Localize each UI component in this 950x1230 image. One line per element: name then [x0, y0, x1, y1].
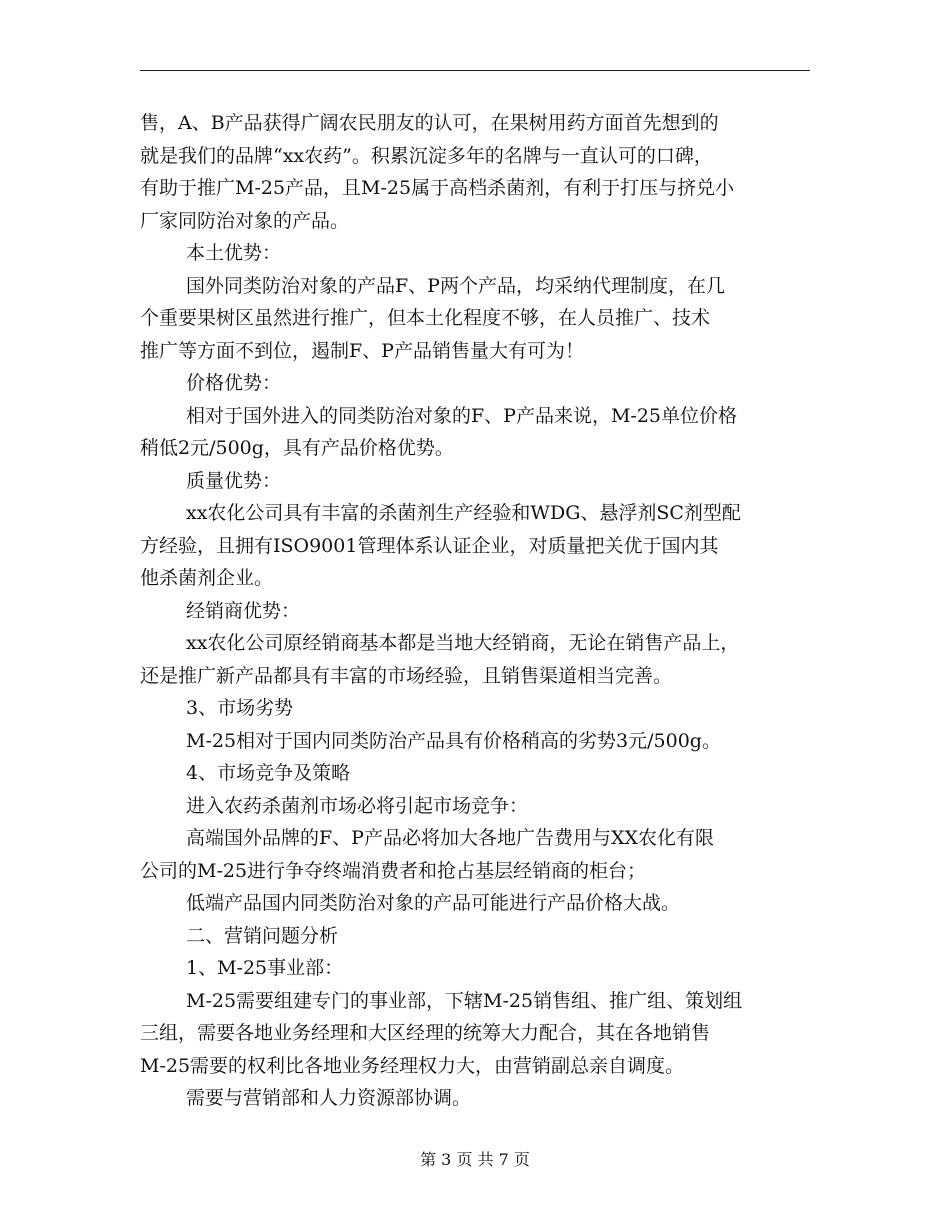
- text-line: 售，A、B产品获得广阔农民朋友的认可，在果树用药方面首先想到的: [140, 112, 719, 134]
- text-line: 就是我们的品牌“xx农药”。积累沉淀多年的名牌与一直认可的口碑，: [140, 144, 713, 167]
- text-line: 他杀菌剂企业。: [140, 567, 274, 589]
- page-number: 第 3 页 共 7 页: [420, 1150, 530, 1169]
- text-line: 高端国外品牌的F、P产品必将加大各地广告费用与XX农化有限: [186, 827, 715, 849]
- text-line: 本土优势：: [186, 242, 282, 264]
- text-line: 厂家同防治对象的产品。: [140, 209, 350, 232]
- text-line: 需要与营销部和人力资源部协调。: [186, 1087, 472, 1109]
- text-line: 稍低2元/500g，具有产品价格优势。: [140, 437, 454, 459]
- text-line: 推广等方面不到位，遏制F、P产品销售量大有可为！: [140, 339, 584, 362]
- text-line: 方经验，且拥有ISO9001管理体系认证企业，对质量把关优于国内其: [140, 534, 719, 557]
- document-body: [140, 107, 810, 1115]
- text-line: 三组，需要各地业务经理和大区经理的统筹大力配合，其在各地销售: [140, 1022, 711, 1044]
- text-line: 国外同类防治对象的产品F、P两个产品，均采纳代理制度，在几: [186, 274, 725, 297]
- text-line: xx农化公司具有丰富的杀菌剂生产经验和WDG、悬浮剂SC剂型配: [186, 502, 741, 524]
- text-line: M-25需要的权利比各地业务经理权力大，由营销副总亲自调度。: [140, 1054, 685, 1077]
- text-line: 二、营销问题分析: [186, 924, 339, 947]
- text-line: 进入农药杀菌剂市场必将引起市场竞争：: [186, 794, 529, 817]
- text-line: 经销商优势：: [186, 599, 301, 622]
- text-line: 相对于国外进入的同类防治对象的F、P产品来说，M-25单位价格: [186, 404, 738, 427]
- text-line: 有助于推广M-25产品，且M-25属于高档杀菌剂，有利于打压与挤兑小: [140, 177, 735, 199]
- text-line: 3、市场劣势: [186, 697, 294, 719]
- text-line: M-25相对于国内同类防治产品具有价格稍高的劣势3元/500g。: [186, 729, 721, 752]
- text-line: xx农化公司原经销商基本都是当地大经销商，无论在销售产品上，: [186, 632, 740, 654]
- text-line: 公司的M-25进行争夺终端消费者和抢占基层经销商的柜台；: [140, 859, 647, 882]
- text-line: 个重要果树区虽然进行推广，但本土化程度不够，在人员推广、技术: [140, 307, 711, 329]
- text-line: M-25需要组建专门的事业部，下辖M-25销售组、推广组、策划组: [186, 989, 743, 1012]
- text-line: 价格优势：: [186, 372, 282, 394]
- text-line: 质量优势：: [186, 469, 282, 492]
- text-line: 4、市场竞争及策略: [186, 762, 351, 784]
- header-rule: [140, 70, 810, 71]
- text-line: 还是推广新产品都具有丰富的市场经验，且销售渠道相当完善。: [140, 664, 673, 687]
- text-line: 1、M-25事业部：: [186, 957, 344, 979]
- text-line: 低端产品国内同类防治对象的产品可能进行产品价格大战。: [186, 892, 681, 914]
